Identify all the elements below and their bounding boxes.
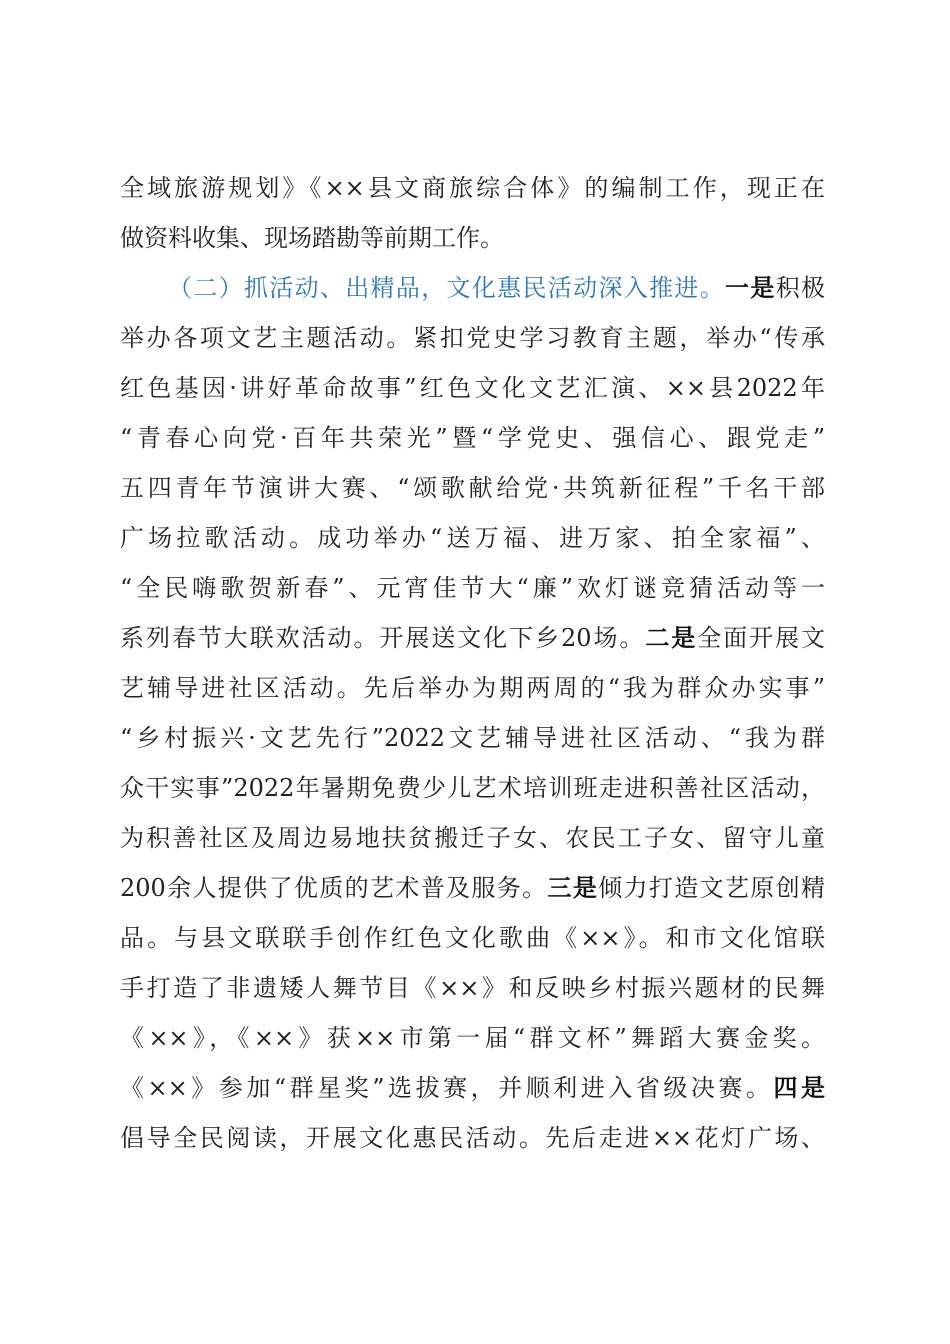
- text-line: “乡村振兴·文艺先行”2022文艺辅导进社区活动、“我为群: [120, 724, 825, 752]
- text-line: 全域旅游规划》《××县文商旅综合体》的编制工作，现正在: [120, 174, 825, 202]
- point-marker: 一是: [725, 273, 776, 302]
- text-line: 手打造了非遗矮人舞节目《××》和反映乡村振兴题材的民舞: [120, 974, 825, 1002]
- text-segment: 200余人提供了优质的艺术普及服务。: [120, 874, 548, 902]
- text-line: 五四青年节演讲大赛、“颂歌献给党·共筑新征程”千名干部: [120, 474, 825, 502]
- text-line: 举办各项文艺主题活动。紧扣党史学习教育主题，举办“传承: [120, 324, 825, 352]
- text-line: 众干实事”2022年暑期免费少儿艺术培训班走进积善社区活动，: [120, 774, 825, 802]
- section-heading-line: [168, 263, 825, 313]
- text-line: 品。与县文联联手创作红色文化歌曲《××》。和市文化馆联: [120, 924, 825, 952]
- text-line: “全民嗨歌贺新春”、元宵佳节大“廉”欢灯谜竞猜活动等一: [120, 574, 825, 602]
- text-segment: 积极: [775, 274, 826, 302]
- text-line: 倡导全民阅读，开展文化惠民活动。先后走进××花灯广场、: [120, 1124, 825, 1152]
- text-line: 艺辅导进社区活动。先后举办为期两周的“我为群众办实事”: [120, 674, 825, 702]
- text-line: 做资料收集、现场踏勘等前期工作。: [120, 224, 504, 252]
- point-marker: 三是: [547, 873, 599, 902]
- section-heading: （二）抓活动、出精品，文化惠民活动深入推进。: [168, 274, 726, 302]
- text-line: 《××》，《××》获××市第一届“群文杯”舞蹈大赛金奖。: [120, 1024, 825, 1052]
- point-marker: 四是: [773, 1073, 825, 1102]
- text-segment: 倾力打造文艺原创精: [598, 874, 826, 902]
- text-line: 广场拉歌活动。成功举办“送万福、进万家、拍全家福”、: [120, 524, 825, 552]
- text-line: [120, 1063, 825, 1113]
- text-line: [120, 863, 825, 913]
- text-segment: 全面开展文: [697, 624, 826, 652]
- text-line: [120, 613, 825, 663]
- text-line: “青春心向党·百年共荣光”暨“学党史、强信心、跟党走”: [120, 424, 825, 452]
- point-marker: 二是: [645, 623, 698, 652]
- text-line: 红色基因·讲好革命故事”红色文化文艺汇演、××县2022年: [120, 374, 825, 402]
- text-segment: 《××》参加“群星奖”选拔赛，并顺利进入省级决赛。: [120, 1074, 774, 1102]
- text-line: 为积善社区及周边易地扶贫搬迁子女、农民工子女、留守儿童: [120, 824, 825, 852]
- text-segment: 系列春节大联欢活动。开展送文化下乡20场。: [120, 624, 646, 652]
